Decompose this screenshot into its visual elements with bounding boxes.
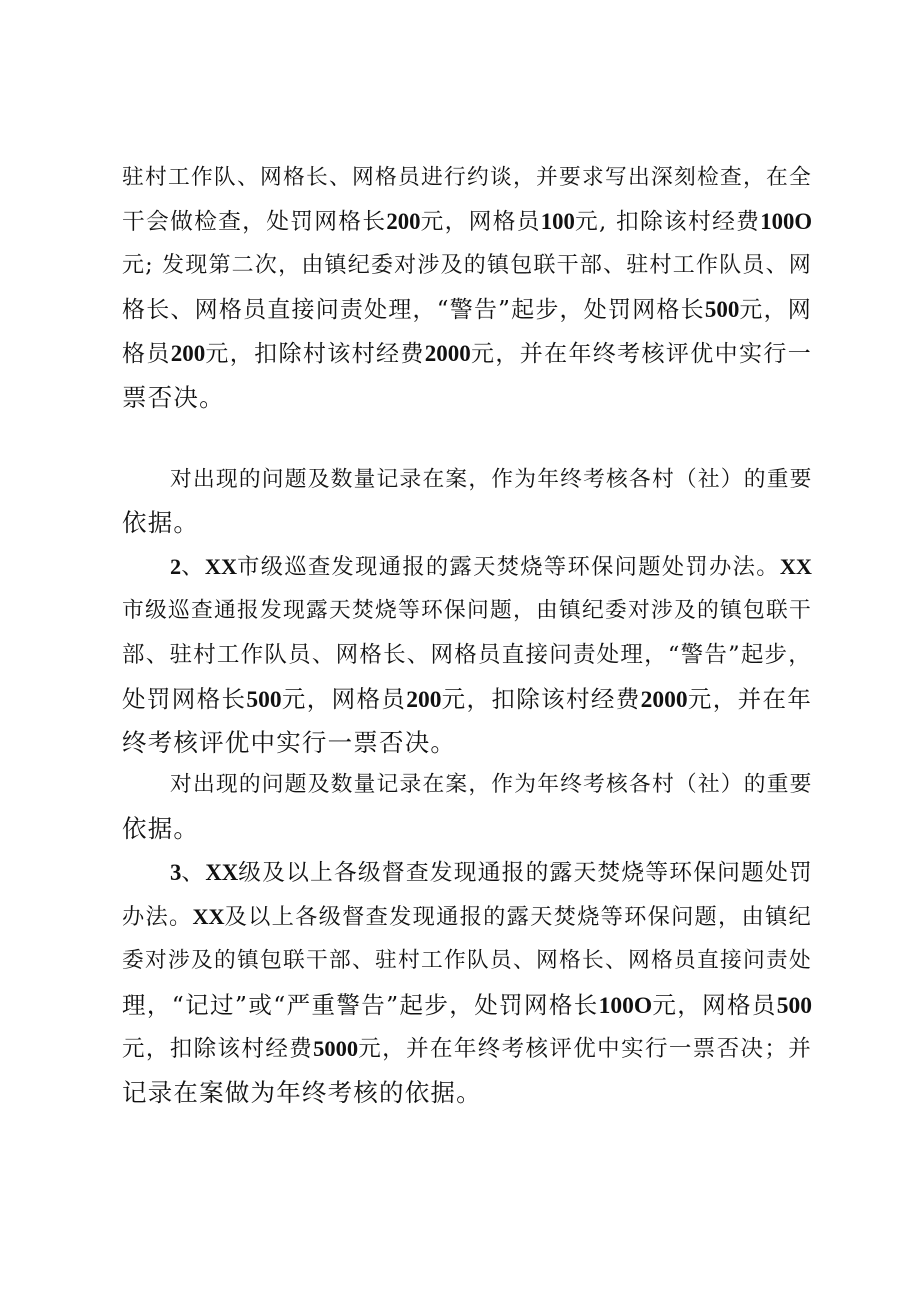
bold-text: XX: [204, 554, 238, 579]
bold-number: 5000: [313, 1036, 359, 1061]
paragraph-1-line-2: [122, 204, 812, 240]
paragraph-5-line-3: [122, 943, 812, 979]
paragraph-4-line-2: [122, 811, 812, 847]
bold-number: 2000: [424, 341, 471, 366]
bold-number: 500: [704, 297, 740, 322]
paragraph-5-line-5: [122, 1031, 812, 1067]
text-segment: 终考核评优中实行一票否决。: [122, 728, 457, 757]
paragraph-3-line-5: [122, 725, 812, 761]
paragraph-3-line-1: [170, 549, 812, 585]
paragraph-5-line-4: [122, 987, 812, 1023]
text-segment: 、: [181, 554, 205, 580]
text-segment: 元, 扣除该村经费: [574, 209, 761, 235]
text-segment: 委对涉及的镇包联干部、驻村工作队员、网格长、网格员直接问责处: [122, 948, 812, 973]
bold-text: XX: [779, 554, 812, 579]
text-segment: 级及以上各级督查发现通报的露天焚烧等环保问题处罚: [238, 860, 813, 886]
text-segment: 元，网: [739, 297, 812, 323]
text-segment: 理，“记过”或“严重警告”起步，处罚网格长: [122, 991, 599, 1019]
bold-text: XX: [192, 904, 225, 929]
paragraph-1-line-1: [122, 160, 812, 196]
text-segment: 票否决。: [122, 383, 225, 412]
paragraph-2-line-1: [170, 462, 812, 498]
text-segment: 对出现的问题及数量记录在案，作为年终考核各村（社）的重要: [170, 467, 813, 492]
text-segment: 对出现的问题及数量记录在案，作为年终考核各村（社）的重要: [170, 772, 813, 797]
text-segment: 部、驻村工作队员、网格长、网格员直接问责处理，“警告”起步，: [122, 642, 812, 668]
bold-number: 100: [540, 209, 575, 234]
bold-number: 2: [170, 554, 182, 579]
paragraph-1-line-6: [122, 380, 812, 416]
text-segment: 干会做检查，处罚网格长: [122, 209, 387, 235]
text-segment: 及以上各级督查发现通报的露天焚烧等环保问题，由镇纪: [224, 904, 812, 930]
text-segment: 元，并在年终考核评优中实行一: [470, 341, 812, 367]
bold-number: 200: [406, 687, 442, 713]
text-segment: 市级巡查通报发现露天焚烧等环保问题，由镇纪委对涉及的镇包联干: [122, 598, 812, 623]
text-segment: 依据。: [122, 508, 200, 537]
bold-number: 100O: [598, 993, 653, 1019]
text-segment: 元，网格员: [652, 991, 777, 1019]
text-segment: 元，扣除村该村经费: [205, 341, 425, 367]
paragraph-1-line-3: [122, 248, 812, 284]
text-segment: 元，网格员: [420, 209, 541, 235]
text-segment: 元; 发现第二次，由镇纪委对涉及的镇包联干部、驻村工作队员、网: [122, 253, 812, 278]
paragraph-3-line-4: [122, 681, 812, 717]
paragraph-5-line-6: [122, 1075, 812, 1111]
paragraph-3-line-2: [122, 593, 812, 629]
bold-text: XX: [205, 860, 239, 885]
bold-number: 100O: [760, 209, 813, 234]
text-segment: 依据。: [122, 814, 200, 843]
text-segment: 元，扣除该村经费: [441, 685, 641, 713]
text-segment: 格长、网格员直接问责处理，“警告”起步，处罚网格长: [122, 297, 705, 323]
bold-number: 200: [386, 209, 421, 234]
paragraph-1-line-4: [122, 292, 812, 328]
text-segment: 格员: [122, 341, 171, 367]
bold-number: 2000: [640, 687, 688, 713]
paragraph-5-line-1: [170, 855, 812, 891]
bold-number: 500: [246, 687, 282, 713]
bold-number: 3: [170, 860, 182, 885]
bold-number: 500: [776, 993, 812, 1019]
text-segment: 、: [181, 860, 206, 886]
paragraph-4-line-1: [170, 767, 812, 803]
text-segment: 元，扣除该村经费: [122, 1036, 314, 1062]
text-segment: 元，并在年: [687, 685, 813, 713]
text-segment: 元，网格员: [281, 685, 407, 713]
paragraph-3-line-3: [122, 637, 812, 673]
text-segment: 元，并在年终考核评优中实行一票否决；并: [358, 1036, 812, 1062]
text-segment: 驻村工作队、网格长、网格员进行约谈，并要求写出深刻检查，在全: [122, 165, 812, 190]
paragraph-1-line-5: [122, 336, 812, 372]
paragraph-2-line-2: [122, 505, 812, 541]
bold-number: 200: [170, 341, 206, 366]
text-segment: 市级巡查发现通报的露天焚烧等环保问题处罚办法。: [237, 554, 780, 580]
text-segment: 处罚网格长: [122, 685, 247, 713]
paragraph-5-line-2: [122, 899, 812, 935]
text-segment: 记录在案做为年终考核的依据。: [122, 1078, 482, 1107]
text-segment: 办法。: [122, 904, 193, 930]
